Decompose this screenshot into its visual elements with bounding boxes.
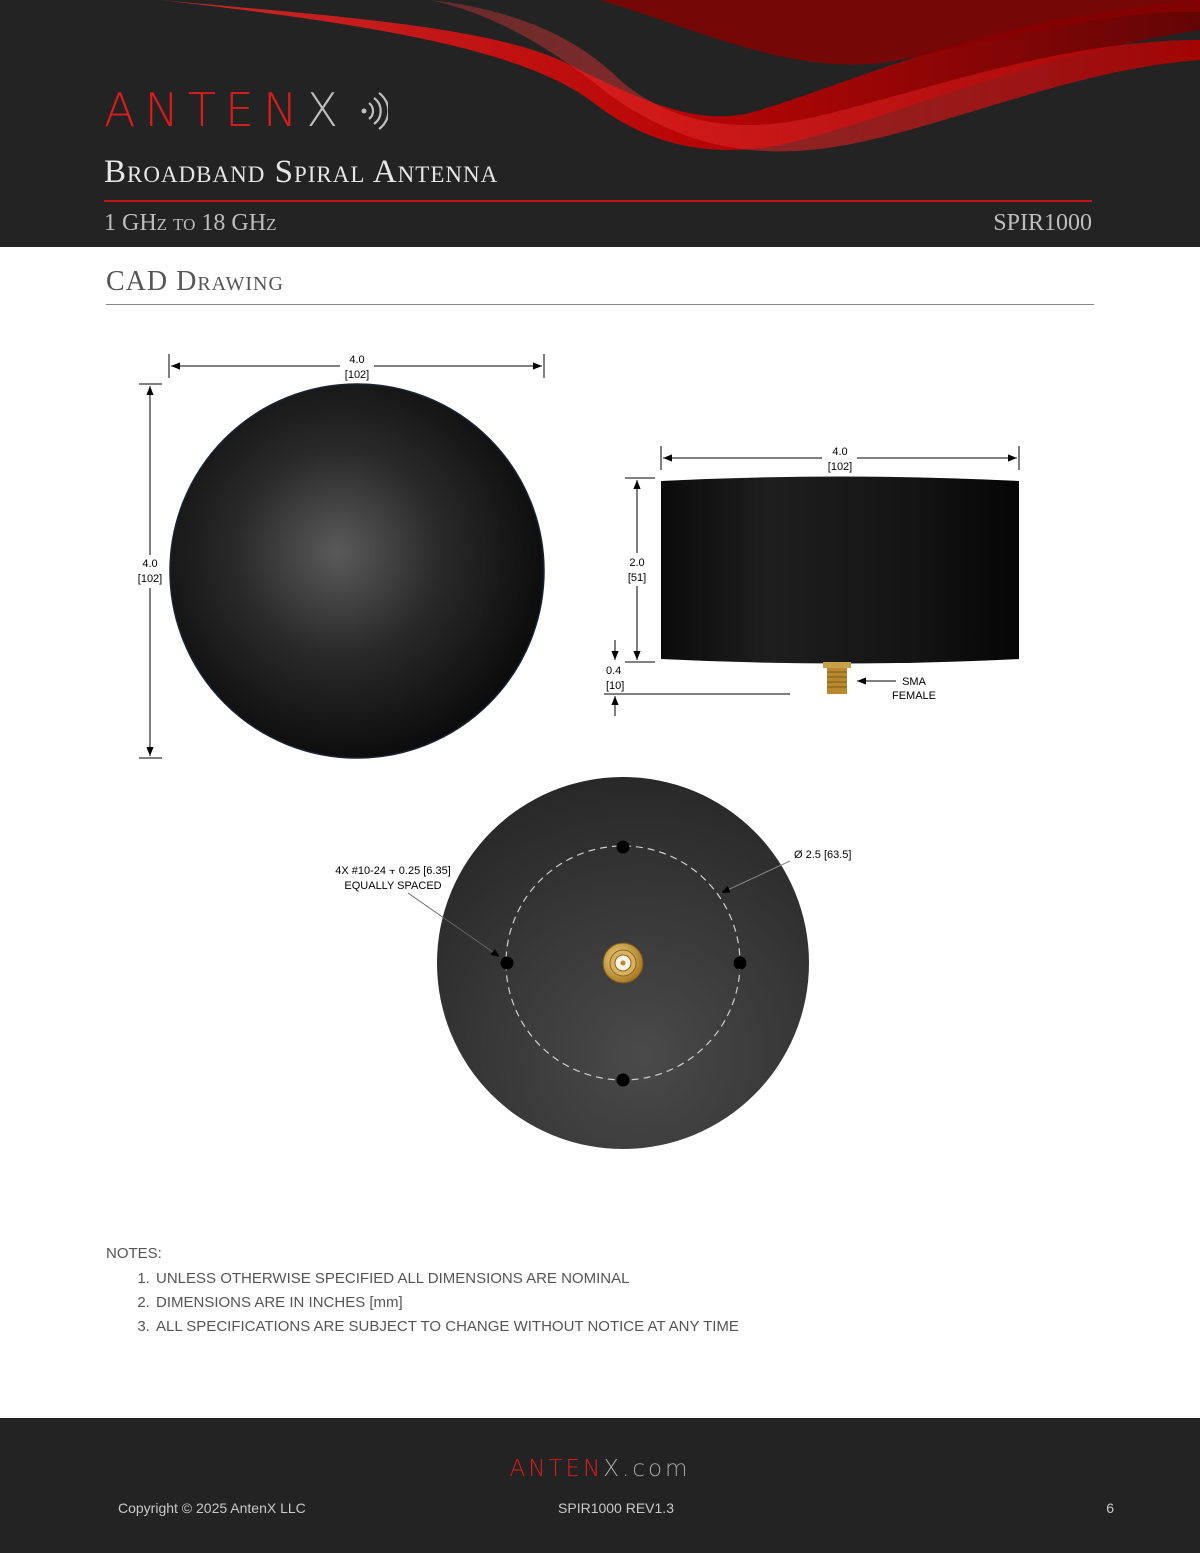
bottom-view (335, 777, 851, 1149)
side-height-mm: [51] (627, 572, 647, 584)
connector-length-in: 0.4 (606, 665, 622, 677)
holes-spacing-callout: EQUALLY SPACED (344, 880, 442, 892)
top-height-in: 4.0 (142, 558, 158, 570)
document-revision: SPIR1000 REV1.3 (558, 1500, 674, 1516)
bolt-circle-callout: Ø 2.5 [63.5] (794, 849, 852, 861)
female-label: FEMALE (891, 690, 937, 702)
sma-label: SMA (902, 676, 926, 688)
notes-section (106, 1245, 739, 1342)
holes-callout: 4X #10-24 ⫟ 0.25 [6.35] (335, 865, 451, 877)
frequency-range: 1 GHz to 18 GHz (104, 210, 277, 236)
note-item: 1. UNLESS OTHERWISE SPECIFIED ALL DIMENSIONS ARE NOMINAL (154, 1270, 739, 1287)
notes-title: NOTES: (106, 1245, 162, 1262)
sma-connector-bottom (603, 943, 643, 983)
top-width-in: 4.0 (349, 354, 365, 366)
top-width-mm: [102] (344, 369, 370, 381)
side-view (604, 446, 1019, 716)
side-view-body (661, 477, 1019, 664)
note-item: 2. DIMENSIONS ARE IN INCHES [mm] (154, 1294, 739, 1311)
antenx-logo: ANTENX (104, 83, 347, 137)
top-view-disc (170, 384, 544, 758)
side-width-in: 4.0 (832, 446, 848, 458)
model-number: SPIR1000 (993, 210, 1092, 236)
page-footer (0, 1418, 1200, 1553)
mounting-hole-bottom (617, 1074, 630, 1087)
mounting-hole-top (617, 841, 630, 854)
connector-length-mm: [10] (606, 680, 625, 692)
mounting-hole-left (501, 957, 514, 970)
side-width-mm: [102] (827, 461, 853, 473)
note-item: 3. ALL SPECIFICATIONS ARE SUBJECT TO CHANGE WITHOUT NOTICE AT ANY TIME (154, 1318, 739, 1335)
section-title: CAD Drawing (106, 266, 284, 297)
top-height-mm: [102] (137, 573, 163, 585)
copyright: Copyright © 2025 AntenX LLC (118, 1500, 306, 1516)
side-height-in: 2.0 (629, 557, 645, 569)
page-title: Broadband Spiral Antenna (104, 154, 499, 190)
sma-connector-side (823, 662, 851, 694)
page-number: 6 (1106, 1500, 1114, 1516)
footer-website-link[interactable]: ANTENX.com (509, 1456, 691, 1482)
mounting-hole-right (734, 957, 747, 970)
top-view (138, 354, 544, 758)
notes-list (106, 1270, 739, 1335)
